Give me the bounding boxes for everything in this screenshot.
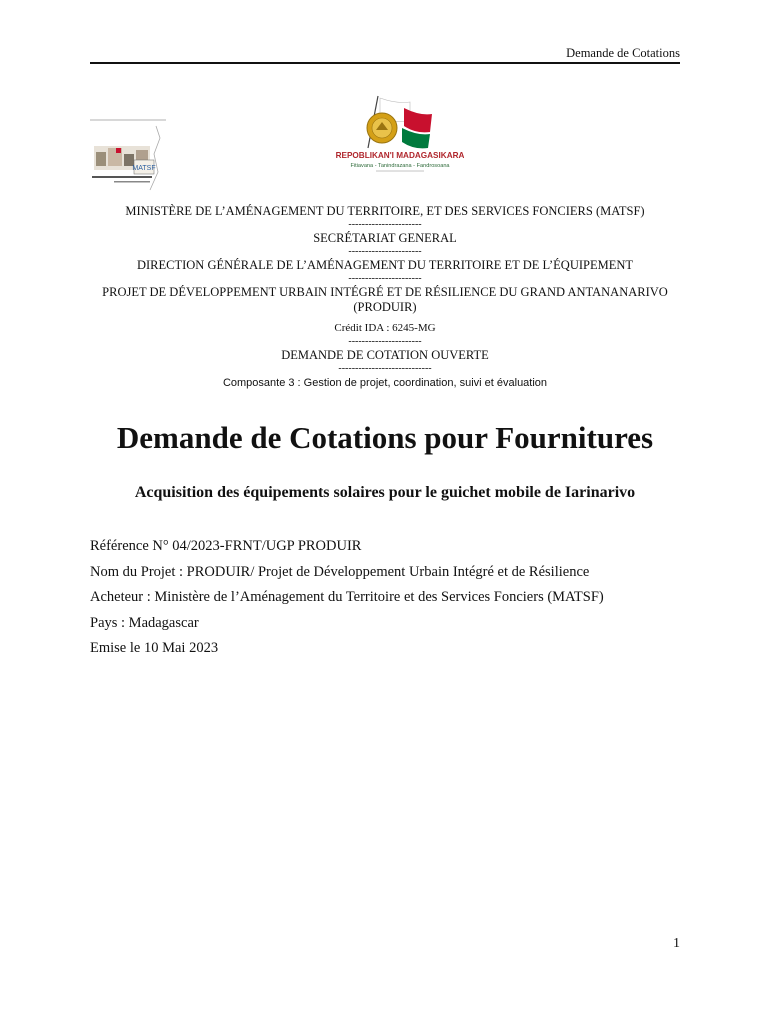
org-block — [90, 204, 680, 391]
seal-name: REPOBLIKAN'I MADAGASIKARA — [336, 151, 464, 160]
running-header: Demande de Cotations — [566, 46, 680, 60]
separator: ---------------------- — [348, 219, 422, 230]
reference-line: Référence N° 04/2023-FRNT/UGP PRODUIR — [90, 538, 362, 554]
document-title: Demande de Cotations pour Fournitures — [116, 420, 654, 455]
project-line-2: (PRODUIR) — [353, 300, 417, 314]
separator: ---------------------- — [348, 246, 422, 257]
ministry-logo-icon — [90, 118, 166, 192]
request-type-line: DEMANDE DE COTATION OUVERTE — [281, 348, 489, 362]
project-line-1: PROJET DE DÉVELOPPEMENT URBAIN INTÉGRÉ ET DE RÉSILIENCE DU GRAND ANTANANARIVO — [102, 285, 668, 299]
ministry-line: MINISTÈRE DE L’AMÉNAGEMENT DU TERRITOIRE, ET DES SERVICES FONCIERS (MATSF) — [125, 204, 645, 218]
page-number: 1 — [673, 936, 680, 951]
credit-line: Crédit IDA : 6245-MG — [334, 322, 436, 334]
buyer-line: Acheteur : Ministère de l’Aménagement du Territoire et des Services Fonciers (MATSF) — [90, 589, 604, 605]
separator: ---------------------- — [348, 336, 422, 347]
project-name-line: Nom du Projet : PRODUIR/ Projet de Développement Urbain Intégré et de Résilience — [90, 564, 590, 580]
issue-date-line: Emise le 10 Mai 2023 — [90, 640, 219, 656]
separator: ---------------------------- — [338, 363, 432, 374]
madagascar-seal-icon — [336, 94, 464, 172]
document-subtitle: Acquisition des équipements solaires pour le guichet mobile de Iarinarivo — [134, 484, 636, 501]
direction-line: DIRECTION GÉNÉRALE DE L’AMÉNAGEMENT DU TERRITOIRE ET DE L’ÉQUIPEMENT — [136, 258, 634, 272]
seal-motto: Fitiavana - Tanindrazana - Fandrosoana — [350, 163, 450, 169]
secretariat-line: SECRÉTARIAT GENERAL — [313, 231, 457, 245]
separator: ---------------------- — [348, 273, 422, 284]
header-rule — [90, 62, 680, 64]
logo-left-caption: MATSF — [132, 165, 156, 172]
component-line: Composante 3 : Gestion de projet, coordination, suivi et évaluation — [222, 377, 548, 389]
country-line: Pays : Madagascar — [90, 615, 199, 631]
